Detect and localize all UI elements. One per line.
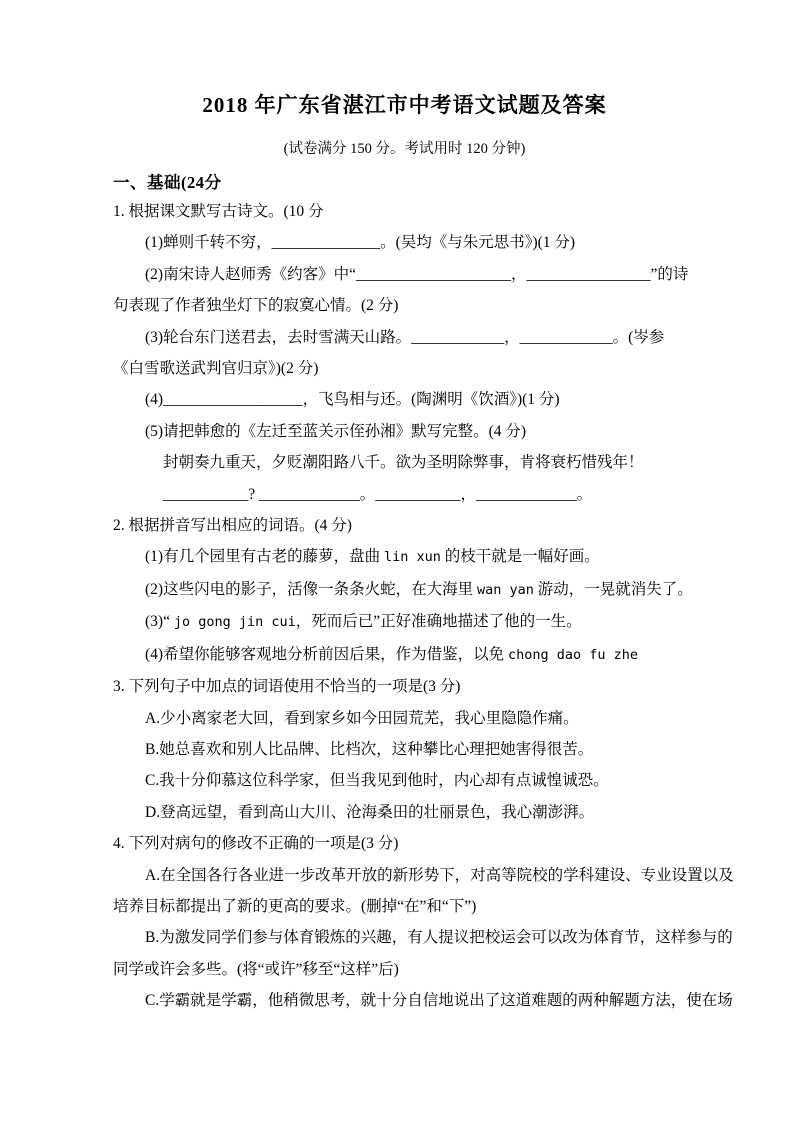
text-segment: ，死而后已”正好准确地描述了他的一生。 xyxy=(295,613,582,631)
text-segment: 游动，一晃就消失了。 xyxy=(533,580,693,598)
q3-option-a: A.少小离家老大回，看到家乡如今田园荒芜，我心里隐隐作痛。 xyxy=(145,709,579,727)
text-segment: (2)这些闪电的影子，活像一条条火蛇，在大海里 xyxy=(145,580,477,598)
exam-subtitle: (试卷满分 150 分。考试用时 120 分钟) xyxy=(283,141,526,157)
q2-stem: 2. 根据拼音写出相应的词语。(4 分) xyxy=(113,517,352,535)
q1-item-2-line-1: (2)南宋诗人赵师秀《约客》中“____________________，________________”的诗 xyxy=(145,265,689,283)
q1-item-5-poem: 封朝奏九重天，夕贬潮阳路八千。欲为圣明除弊事，肯将衰朽惜残年！ xyxy=(163,454,644,472)
q4-option-a-line-2: 培养目标都提出了新的更高的要求。(删掉“在”和“下”) xyxy=(113,897,477,915)
q1-item-2-line-2: 句表现了作者独坐灯下的寂寞心情。(2 分) xyxy=(113,297,399,315)
q2-item-4 xyxy=(113,639,696,671)
q4-option-b-line-2: 同学或许会多些。(将“或许”移至“这样”后) xyxy=(113,960,399,978)
q2-item-1 xyxy=(113,541,696,573)
pinyin-segment: lin xun xyxy=(383,549,441,566)
q3-stem: 3. 下列句子中加点的词语使用不恰当的一项是(3 分) xyxy=(113,678,461,696)
q1-stem: 1. 根据课文默写古诗文。(10 分 xyxy=(113,203,324,220)
text-segment: (3)“ xyxy=(145,613,174,631)
q4-option-c-line-1: C.学霸就是学霸，他稍微思考，就十分自信地说出了这道难题的两种解题方法，使在场 xyxy=(145,992,733,1010)
text-segment: 的枝干就是一幅好画。 xyxy=(440,548,600,566)
pinyin-segment: wan yan xyxy=(476,581,534,598)
q4-stem: 4. 下列对病句的修改不正确的一项是(3 分) xyxy=(113,835,399,853)
q4-option-a-line-1: A.在全国各行各业进一步改革开放的新形势下，对高等院校的学科建设、专业设置以及 xyxy=(145,866,734,884)
section-1-heading: 一、基础(24分 xyxy=(113,173,222,192)
q3-option-c: C.我十分仰慕这位科学家，但当我见到他时，内心却有点诚惶诚恐。 xyxy=(145,772,609,790)
q1-item-3-line-1: (3)轮台东门送君去，去时雪满天山路。____________，____________。(岑参 xyxy=(145,328,665,346)
q3-option-d: D.登高远望，看到高山大川、沧海桑田的壮丽景色，我心潮澎湃。 xyxy=(145,803,595,821)
exam-title: 2018 年广东省湛江市中考语文试题及答案 xyxy=(202,93,607,117)
q1-item-3-line-2: 《白雪歌送武判官归京》)(2 分) xyxy=(113,360,319,378)
q4-option-b-line-1: B.为激发同学们参与体育锻炼的兴趣，有人提议把校运会可以改为体育节，这样参与的 xyxy=(145,929,733,947)
q2-item-3 xyxy=(113,606,696,638)
pinyin-segment: chong dao fu zhe xyxy=(507,646,638,663)
q1-item-5: (5)请把韩愈的《左迁至蓝关示侄孙湘》默写完整。(4 分) xyxy=(145,422,527,440)
text-segment: (4)希望你能够客观地分析前因后果，作为借鉴，以免 xyxy=(145,645,508,663)
q1-item-4: (4)__________________，飞鸟相与还。(陶渊明《饮酒》)(1 分) xyxy=(145,391,560,409)
q2-item-2 xyxy=(113,574,696,606)
q1-item-5-blanks: ___________? _____________。___________，_____________。 xyxy=(163,485,593,503)
q1-item-1: (1)蝉则千转不穷，______________。(吴均《与朱元思书》)(1 分) xyxy=(145,234,576,252)
pinyin-segment: jo gong jin cui xyxy=(173,614,296,631)
text-segment: (1)有几个园里有古老的藤萝，盘曲 xyxy=(145,548,384,566)
q3-option-b: B.她总喜欢和别人比品牌、比档次，这种攀比心理把她害得很苦。 xyxy=(145,740,594,758)
